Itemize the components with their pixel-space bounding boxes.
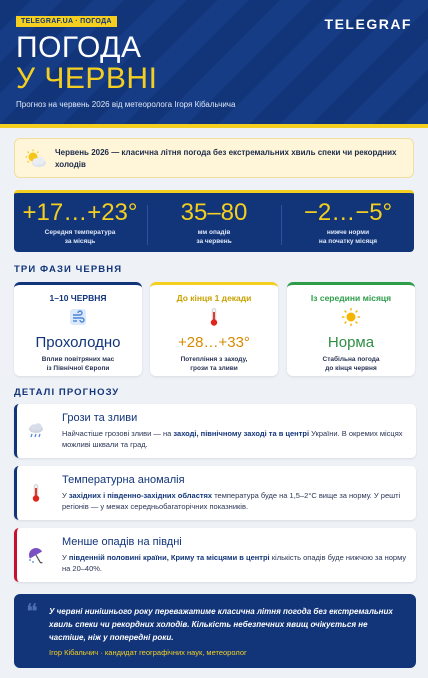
umbrella-icon [26, 545, 46, 565]
stat-value: −2…−5° [303, 199, 393, 226]
stat-precipitation [148, 199, 280, 246]
wind-icon [68, 307, 88, 327]
hero-header [0, 0, 428, 124]
phase-value: Норма [327, 334, 375, 351]
intro-text: Червень 2026 — класична літня погода без екстремальних хвиль спеки чи рекордних холодів [55, 148, 397, 169]
phase-description: Вплив повітряних мас [41, 356, 115, 363]
detail-text-highlight: заході, північному заході та в центрі [173, 429, 310, 438]
detail-card-south [14, 528, 416, 582]
detail-text-part: У [62, 491, 69, 500]
stat-label: мм опадів [197, 229, 231, 236]
rain-cloud-icon [26, 421, 46, 441]
quote-mark-icon: ❝ [26, 600, 38, 625]
phase-description: до кінця червня [325, 365, 377, 372]
sun-icon [341, 307, 361, 327]
detail-text-part: Найчастіше грозові зливи — на [62, 429, 174, 438]
detail-text-part: температура буде на 1,5–2°C вище за норму. У решті регіонів — у межах середньобагаторічних показників. [62, 491, 401, 511]
detail-text-part: України. В окремих місцях можливі шквали та град. [62, 429, 403, 449]
detail-text [62, 552, 412, 574]
thermometer-icon [26, 483, 46, 503]
expert-quote [14, 594, 416, 668]
details-heading: ДЕТАЛІ ПРОГНОЗУ [14, 387, 120, 398]
detail-text [62, 428, 412, 450]
phase-card-early [14, 282, 142, 376]
sun-cloud-icon [25, 149, 47, 169]
page-title-line1: ПОГОДА [16, 31, 142, 64]
section-badge[interactable]: TELEGRAF.UA · ПОГОДА [16, 16, 117, 27]
detail-text-part: У [62, 553, 69, 562]
phase-value: +28…+33° [178, 334, 250, 351]
phases-heading: ТРИ ФАЗИ ЧЕРВНЯ [14, 264, 123, 275]
detail-card-anomaly [14, 466, 416, 520]
phase-description: Потепління з заходу, [180, 356, 248, 363]
header-accent-bar [0, 124, 428, 128]
phase-heading: Із середини місяця [310, 293, 392, 303]
phase-description: Стабільна погода [322, 356, 380, 363]
detail-text [62, 490, 412, 512]
detail-text-part: кількість опадів буде нижчою за норму на 20–40%. [62, 553, 407, 573]
phase-card-normal [287, 282, 415, 376]
brand-logo[interactable]: TELEGRAF [324, 16, 412, 32]
detail-title: Грози та зливи [62, 412, 138, 424]
detail-title: Менше опадів на півдні [62, 536, 182, 548]
stat-value: +17…+23° [22, 199, 138, 226]
stat-label: за червень [196, 238, 232, 245]
stat-label: на початку місяця [318, 238, 378, 245]
phase-card-warming [150, 282, 278, 376]
quote-text: У червні нинішнього року переважатиме класична літня погода без екстремальних хвиль спеки чи рекордних холодів. Кількість небезпечних явищ очікується не частіше, ніж у попередні роки. [49, 607, 393, 642]
stats-panel [14, 190, 414, 252]
detail-card-storms [14, 404, 416, 458]
page-title-line2: У ЧЕРВНІ [16, 62, 158, 95]
quote-author: Ігор Кібальчич · кандидат географічних наук, метеоролог [49, 648, 247, 657]
stat-label: Середня температура [44, 229, 116, 236]
detail-text-highlight: західних і південно-західних областях [68, 491, 213, 500]
intro-callout [14, 138, 414, 178]
stat-temperature [14, 199, 146, 246]
stat-label: нижче норми [326, 229, 370, 236]
stat-value: 35–80 [180, 199, 248, 226]
stat-label: за місяць [64, 238, 96, 245]
phase-description: із Північної Європи [46, 365, 110, 372]
phase-heading: До кінця 1 декади [176, 293, 252, 303]
phase-heading: 1–10 ЧЕРВНЯ [49, 293, 107, 303]
phase-value: Прохолодно [35, 334, 121, 351]
detail-title: Температурна аномалія [62, 474, 185, 486]
stat-anomaly [282, 199, 414, 246]
thermometer-icon [204, 307, 224, 327]
phase-description: грози та зливи [190, 365, 238, 372]
detail-text-highlight: південній половині країни, Криму та місцями в центрі [68, 553, 270, 562]
page-subtitle: Прогноз на червень 2026 від метеоролога Ігоря Кібальчича [16, 100, 236, 109]
